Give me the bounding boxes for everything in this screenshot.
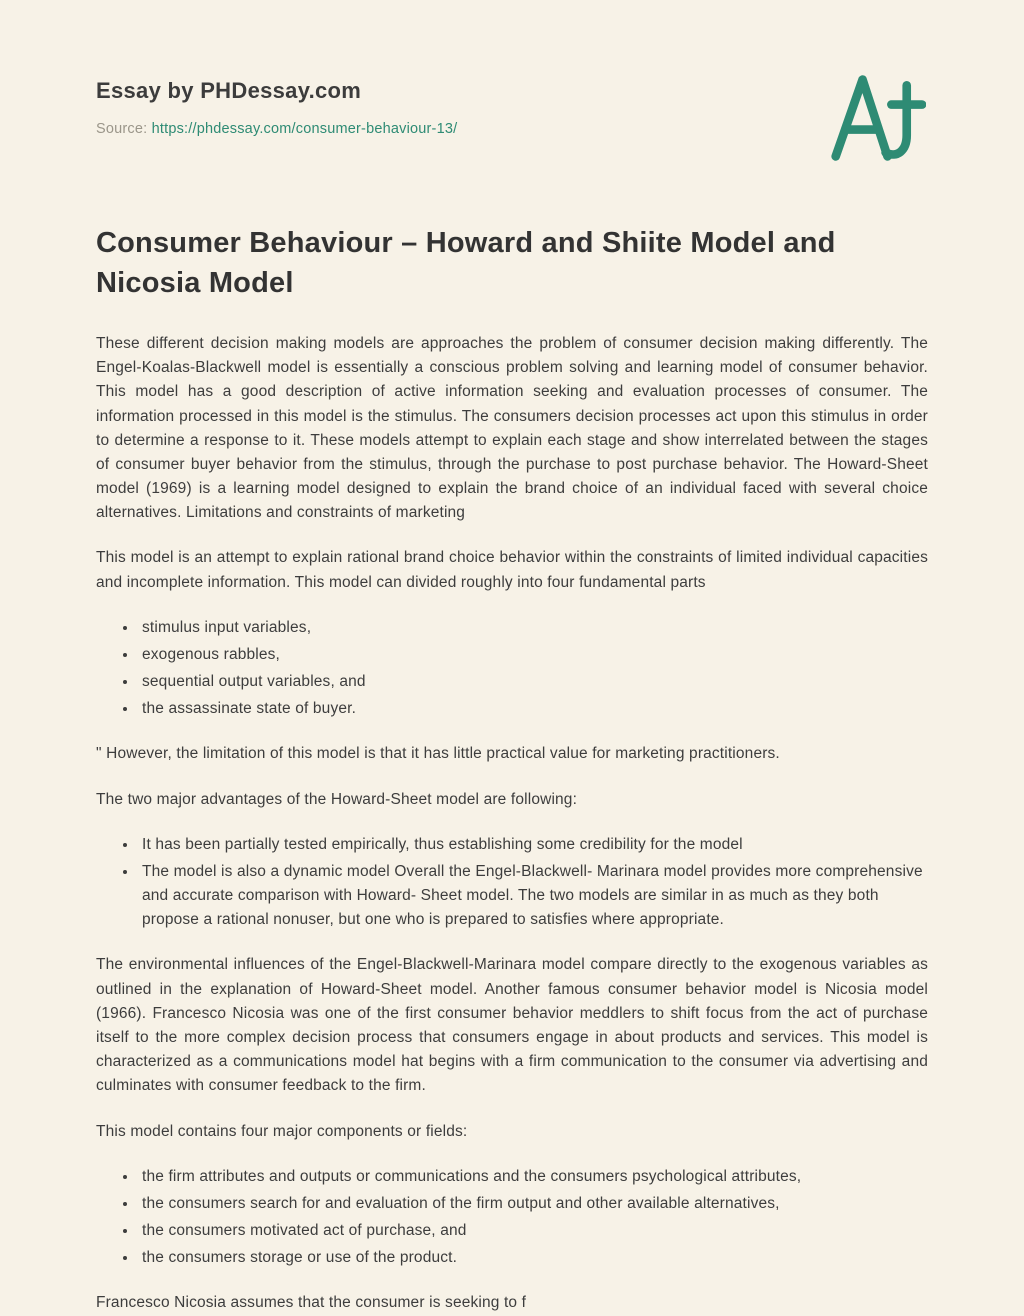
bullet-list (138, 833, 928, 933)
bullet-list (138, 1165, 928, 1271)
essay-byline: Essay by PHDessay.com (96, 78, 362, 103)
bullet-item: • the consumers search for and evaluation of the firm output and other available alternatives, (138, 1192, 928, 1216)
a-plus-logo-icon (826, 70, 926, 166)
phdessay-logo (826, 70, 926, 166)
paragraph: This model is an attempt to explain rational brand choice behavior within the constraints of limited individual capacities and incomplete information. This model can divided roughly into four fundamental parts (96, 549, 928, 591)
article-content (96, 332, 928, 1316)
bullet-item: • the firm attributes and outputs or communications and the consumers psychological attributes, (138, 1165, 928, 1189)
paragraph: " However, the limitation of this model is that it has little practical value for marketing practitioners. (96, 745, 780, 763)
source-line (96, 121, 928, 137)
source-label: Source: (96, 121, 148, 137)
bullet-list (138, 616, 928, 722)
paragraph: This model contains four major components or fields: (96, 1122, 468, 1140)
paragraph: These different decision making models are approaches the problem of consumer decision making differently. The Engel-Koalas-Blackwell model is essentially a conscious problem solving and learning model of consumer behavior. This model has a good description of active information seeking and evaluation processes of consumer. The information processed in this model is the stimulus. The consumers decision processes act upon this stimulus in order to determine a response to it. These models attempt to explain each stage and show interrelated between the stages of consumer buyer behavior from the stimulus, through the purchase to post purchase behavior. The Howard-Sheet model (1969) is a learning model designed to explain the brand choice of an individual faced with several choice alternatives. Limitations and constraints of marketing (96, 335, 928, 522)
paragraph: The environmental influences of the Engel-Blackwell-Marinara model compare directly to the exogenous variables as outlined in the explanation of Howard-Sheet model. Another famous consumer behavior model is Nicosia model (1966). Francesco Nicosia was one of the first consumer behavior meddlers to shift focus from the act of purchase itself to the more complex decision process that consumers engage in about products and services. This model is characterized as a communications model hat begins with a firm communication to the consumer via advertising and culminates with consumer feedback to the firm. (96, 956, 928, 1095)
paragraph: The two major advantages of the Howard-Sheet model are following: (96, 790, 578, 808)
source-url-link[interactable]: https://phdessay.com/consumer-behaviour-13/ (151, 121, 458, 137)
bullet-item: • exogenous rabbles, (138, 643, 928, 667)
bullet-item: • stimulus input variables, (138, 616, 928, 640)
bullet-item: • the consumers motivated act of purchase, and (138, 1219, 928, 1243)
essay-title: Consumer Behaviour – Howard and Shiite Model and Nicosia Model (96, 227, 836, 300)
bullet-item: • sequential output variables, and (138, 670, 928, 694)
bullet-item: • the assassinate state of buyer. (138, 697, 928, 721)
bullet-item: • the consumers storage or use of the product. (138, 1246, 928, 1270)
bullet-item: • The model is also a dynamic model Overall the Engel-Blackwell- Marinara model provides more comprehensive and accurate comparison with Howard- Sheet model. The two models are similar in as much as they both propose a rational nonuser, but one who is prepared to satisfies where appropriate. (138, 860, 928, 933)
paragraph: Francesco Nicosia assumes that the consumer is seeking to f (96, 1294, 527, 1312)
bullet-item: • It has been partially tested empirically, thus establishing some credibility for the model (138, 833, 928, 857)
